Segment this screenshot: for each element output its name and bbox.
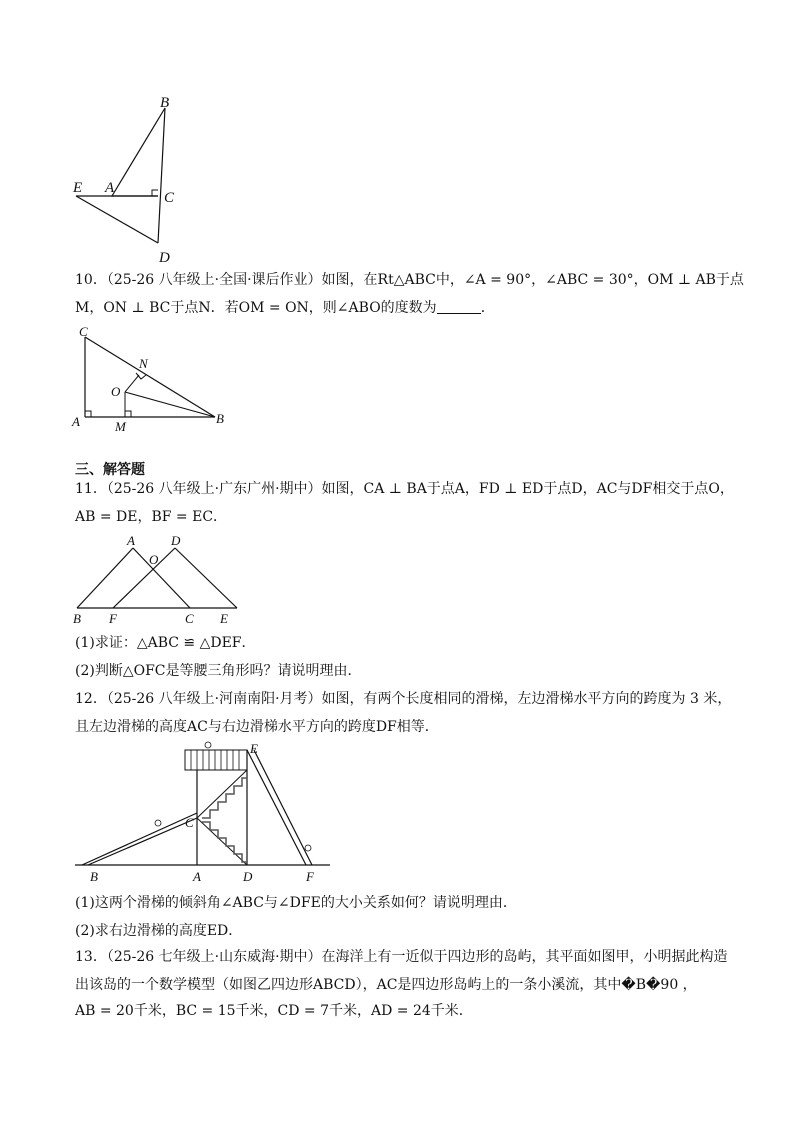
- q10-label-m: M: [115, 419, 126, 434]
- fig1-label-d: D: [159, 250, 170, 265]
- q11-part-1: (1)求证：△ABC ≌ △DEF．: [75, 635, 256, 651]
- q11-label-b: B: [73, 611, 81, 625]
- q10-line-2-text: M，ON ⊥ BC于点N．若OM = ON，则∠ABO的度数为: [75, 300, 437, 316]
- q10-label-o: O: [111, 384, 121, 399]
- q12-label-f: F: [306, 869, 314, 884]
- figure-triangle-ebcd: [60, 90, 200, 265]
- q12-part-2: (2)求右边滑梯的高度ED．: [75, 923, 243, 939]
- q13-line-2: 出该岛的一个数学模型（如图乙四边形ABCD），AC是四边形岛屿上的一条小溪流，其中�B�90 ，: [75, 977, 697, 993]
- q10-label-a: A: [72, 414, 80, 429]
- q11-label-o: O: [149, 552, 159, 567]
- figure-q11-overlapping-triangles: [65, 530, 250, 625]
- fig1-label-e: E: [73, 180, 83, 196]
- q11-label-c: C: [185, 611, 194, 625]
- q11-line-1: 11．（25-26 八年级上·广东广州·期中）如图，CA ⊥ BA于点A，FD ⊥ ED于点D，AC与DF相交于点O，: [75, 481, 734, 497]
- fig1-label-a: A: [105, 180, 115, 196]
- section-title: 三、解答题: [75, 462, 145, 478]
- q11-line-2: AB = DE，BF = EC．: [75, 509, 228, 525]
- q12-line-1: 12．（25-26 八年级上·河南南阳·月考）如图，有两个长度相同的滑梯，左边滑梯水平方向的跨度为 3 米，: [75, 691, 732, 707]
- fig1-label-b: B: [160, 95, 170, 111]
- q11-label-f: F: [109, 611, 117, 625]
- q10-label-c: C: [79, 324, 88, 339]
- q10-answer-blank[interactable]: [437, 299, 481, 314]
- q13-line-1: 13．（25-26 七年级上·山东威海·期中）在海洋上有一近似于四边形的岛屿，其平面如图甲，小明据此构造: [75, 949, 728, 965]
- q12-label-d: D: [243, 869, 253, 884]
- q12-label-c: C: [185, 815, 194, 830]
- figure-q12-slides: [70, 740, 335, 885]
- q11-label-a: A: [127, 533, 135, 548]
- q12-label-e: E: [250, 741, 258, 756]
- q10-label-n: N: [139, 356, 148, 371]
- q13-line-3: AB = 20千米，BC = 15千米，CD = 7千米，AD = 24千米．: [75, 1003, 473, 1019]
- q11-label-e: E: [220, 611, 228, 625]
- q11-label-d: D: [171, 533, 181, 548]
- q11-part-2: (2)判断△OFC是等腰三角形吗？请说明理由．: [75, 663, 362, 679]
- q12-label-a: A: [193, 869, 201, 884]
- fig1-label-c: C: [164, 190, 175, 206]
- q10-label-b: B: [216, 411, 224, 426]
- q12-line-2: 且左边滑梯的高度AC与右边滑梯水平方向的跨度DF相等．: [75, 719, 439, 735]
- q10-line-1: 10．（25-26 八年级上·全国·课后作业）如图，在Rt△ABC中，∠A = 90°，∠ABC = 30°，OM ⊥ AB于点: [75, 272, 744, 288]
- figure-q10-triangle-abc: [65, 322, 240, 434]
- q12-label-b: B: [90, 869, 98, 884]
- q10-line-2: [75, 298, 495, 318]
- q12-part-1: (1)这两个滑梯的倾斜角∠ABC与∠DFE的大小关系如何？请说明理由．: [75, 895, 517, 911]
- q10-line-2-end: ．: [480, 300, 495, 316]
